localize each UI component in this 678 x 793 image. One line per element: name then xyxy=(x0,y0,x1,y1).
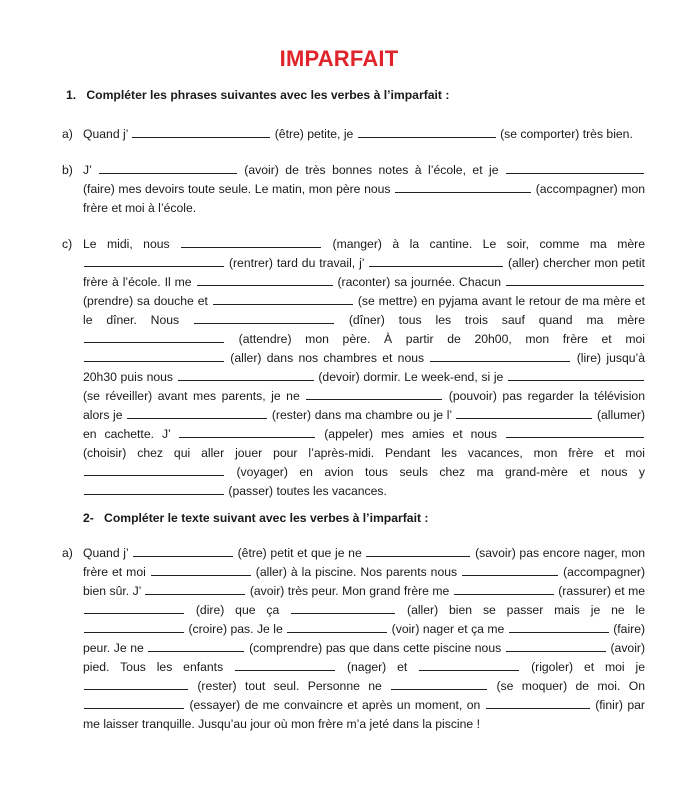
answer-blank[interactable] xyxy=(508,368,644,381)
text-fragment: (comprendre) pas que dans cette piscine nous xyxy=(249,641,502,655)
text-fragment: (se comporter) très bien. xyxy=(500,127,633,141)
answer-blank[interactable] xyxy=(197,273,333,286)
answer-blank[interactable] xyxy=(291,601,395,614)
text-fragment: (accompagner) bien sûr. J’ xyxy=(83,565,646,598)
answer-blank[interactable] xyxy=(84,696,184,709)
text-fragment: Quand j’ xyxy=(83,546,129,560)
text-fragment: (essayer) de me convaincre et après un moment, on xyxy=(189,698,481,712)
text-fragment: (être) petite, je xyxy=(274,127,354,141)
text-fragment: (dîner) tous les trois sauf quand ma mère xyxy=(348,313,645,327)
answer-blank[interactable] xyxy=(84,482,224,495)
answer-blank[interactable] xyxy=(179,425,315,438)
text-fragment: (faire) peur. Je ne xyxy=(83,622,646,655)
text-fragment: (passer) toutes les vacances. xyxy=(228,484,387,498)
text-fragment: (pouvoir) pas regarder la télévision alors je xyxy=(83,389,645,422)
answer-blank[interactable] xyxy=(84,601,184,614)
text-fragment: (voir) nager et ça me xyxy=(391,622,505,636)
answer-blank[interactable] xyxy=(395,180,531,193)
answer-blank[interactable] xyxy=(486,696,590,709)
answer-blank[interactable] xyxy=(213,292,353,305)
text-fragment: (rester) tout seul. Personne ne xyxy=(197,679,382,693)
text-fragment: (devoir) dormir. Le week-end, si je xyxy=(318,370,504,384)
answer-blank[interactable] xyxy=(419,658,519,671)
answer-blank[interactable] xyxy=(391,677,487,690)
text-fragment: (savoir) pas encore nager, mon frère et moi xyxy=(83,546,645,579)
text-fragment: (se réveiller) avant mes parents, je ne xyxy=(83,389,300,403)
answer-blank[interactable] xyxy=(456,406,592,419)
answer-blank[interactable] xyxy=(509,620,609,633)
text-fragment: (aller) à la piscine. Nos parents nous xyxy=(255,565,458,579)
text-fragment: (lire) jusqu’à 20h30 puis nous xyxy=(83,351,645,384)
answer-blank[interactable] xyxy=(145,582,245,595)
answer-blank[interactable] xyxy=(84,330,224,343)
answer-blank[interactable] xyxy=(369,254,503,267)
text-fragment: (raconter) sa journée. Chacun xyxy=(337,275,502,289)
answer-blank[interactable] xyxy=(358,125,496,138)
text-fragment: (allumer) en cachette. J’ xyxy=(83,408,646,441)
page-title: IMPARFAIT xyxy=(279,46,399,71)
answer-blank[interactable] xyxy=(506,161,644,174)
exercise-label: a) xyxy=(62,546,73,560)
text-fragment: (rester) dans ma chambre ou je l’ xyxy=(271,408,452,422)
answer-blank[interactable] xyxy=(430,349,570,362)
answer-blank[interactable] xyxy=(506,273,644,286)
text-fragment: (rassurer) et me xyxy=(558,584,646,598)
text-fragment: (faire) mes devoirs toute seule. Le matin, mon père nous xyxy=(83,182,391,196)
answer-blank[interactable] xyxy=(84,620,184,633)
section-1-instruction-text: Compléter les phrases suivantes avec les verbes à l’imparfait : xyxy=(86,88,450,102)
text-fragment: (avoir) pied. Tous les enfants xyxy=(83,641,646,674)
answer-blank[interactable] xyxy=(99,161,237,174)
text-fragment: (attendre) mon père. À partir de 20h00, mon frère et moi xyxy=(238,332,645,346)
text-fragment: (se mettre) en pyjama avant le retour de ma mère et le dîner. Nous xyxy=(83,294,646,327)
text-fragment: (aller) bien se passer mais je ne le xyxy=(407,603,646,617)
text-fragment: (aller) chercher mon petit frère à l’école. Il me xyxy=(83,256,646,289)
text-fragment: (aller) dans nos chambres et nous xyxy=(230,351,425,365)
answer-blank[interactable] xyxy=(84,349,224,362)
text-fragment: (croire) pas. Je le xyxy=(188,622,283,636)
exercise-label: c) xyxy=(62,237,73,251)
answer-blank[interactable] xyxy=(132,125,270,138)
answer-blank[interactable] xyxy=(506,639,606,652)
text-fragment: J’ xyxy=(83,163,92,177)
answer-blank[interactable] xyxy=(506,425,644,438)
answer-blank[interactable] xyxy=(454,582,554,595)
text-fragment: (manger) à la cantine. Le soir, comme ma mère xyxy=(332,237,646,251)
answer-blank[interactable] xyxy=(84,677,188,690)
answer-blank[interactable] xyxy=(127,406,267,419)
text-fragment: (finir) par me laisser tranquille. Jusqu’au jour où mon frère m’a jeté dans la piscine ! xyxy=(83,698,645,731)
section-2-number: 2- xyxy=(83,511,94,525)
section-2-instruction xyxy=(83,511,428,525)
text-fragment: (nager) et xyxy=(346,660,408,674)
text-fragment: (rentrer) tard du travail, j’ xyxy=(228,256,365,270)
answer-blank[interactable] xyxy=(84,463,224,476)
answer-blank[interactable] xyxy=(148,639,244,652)
answer-blank[interactable] xyxy=(462,563,558,576)
text-fragment: Le midi, nous xyxy=(83,237,170,251)
answer-blank[interactable] xyxy=(84,254,224,267)
text-fragment: (se moquer) de moi. On xyxy=(496,679,645,693)
text-fragment: (rigoler) et moi je xyxy=(531,660,646,674)
text-fragment: (avoir) de très bonnes notes à l’école, et je xyxy=(244,163,499,177)
exercise-label: b) xyxy=(62,163,73,177)
text-fragment: (accompagner) mon frère et moi à l’école. xyxy=(83,182,645,215)
text-fragment: (prendre) sa douche et xyxy=(83,294,208,308)
section-1-number: 1. xyxy=(66,88,77,102)
text-fragment: Quand j’ xyxy=(83,127,128,141)
answer-blank[interactable] xyxy=(181,235,321,248)
answer-blank[interactable] xyxy=(178,368,314,381)
answer-blank[interactable] xyxy=(287,620,387,633)
section-1-instruction xyxy=(66,88,449,102)
answer-blank[interactable] xyxy=(366,544,470,557)
text-fragment: (avoir) très peur. Mon grand frère me xyxy=(249,584,450,598)
answer-blank[interactable] xyxy=(194,311,334,324)
answer-blank[interactable] xyxy=(306,387,442,400)
section-2-instruction-text: Compléter le texte suivant avec les verbes à l’imparfait : xyxy=(104,511,429,525)
text-fragment: (voyager) en avion tous seuls chez ma grand-mère et nous y xyxy=(236,465,645,479)
answer-blank[interactable] xyxy=(151,563,251,576)
answer-blank[interactable] xyxy=(235,658,335,671)
text-fragment: (être) petit et que je ne xyxy=(237,546,362,560)
exercise-label: a) xyxy=(62,127,73,141)
text-fragment: (choisir) chez qui aller jouer pour l’après-midi. Pendant les vacances, mon frère et moi xyxy=(83,446,645,460)
answer-blank[interactable] xyxy=(133,544,233,557)
text-fragment: (dire) que ça xyxy=(195,603,280,617)
text-fragment: (appeler) mes amies et nous xyxy=(324,427,498,441)
